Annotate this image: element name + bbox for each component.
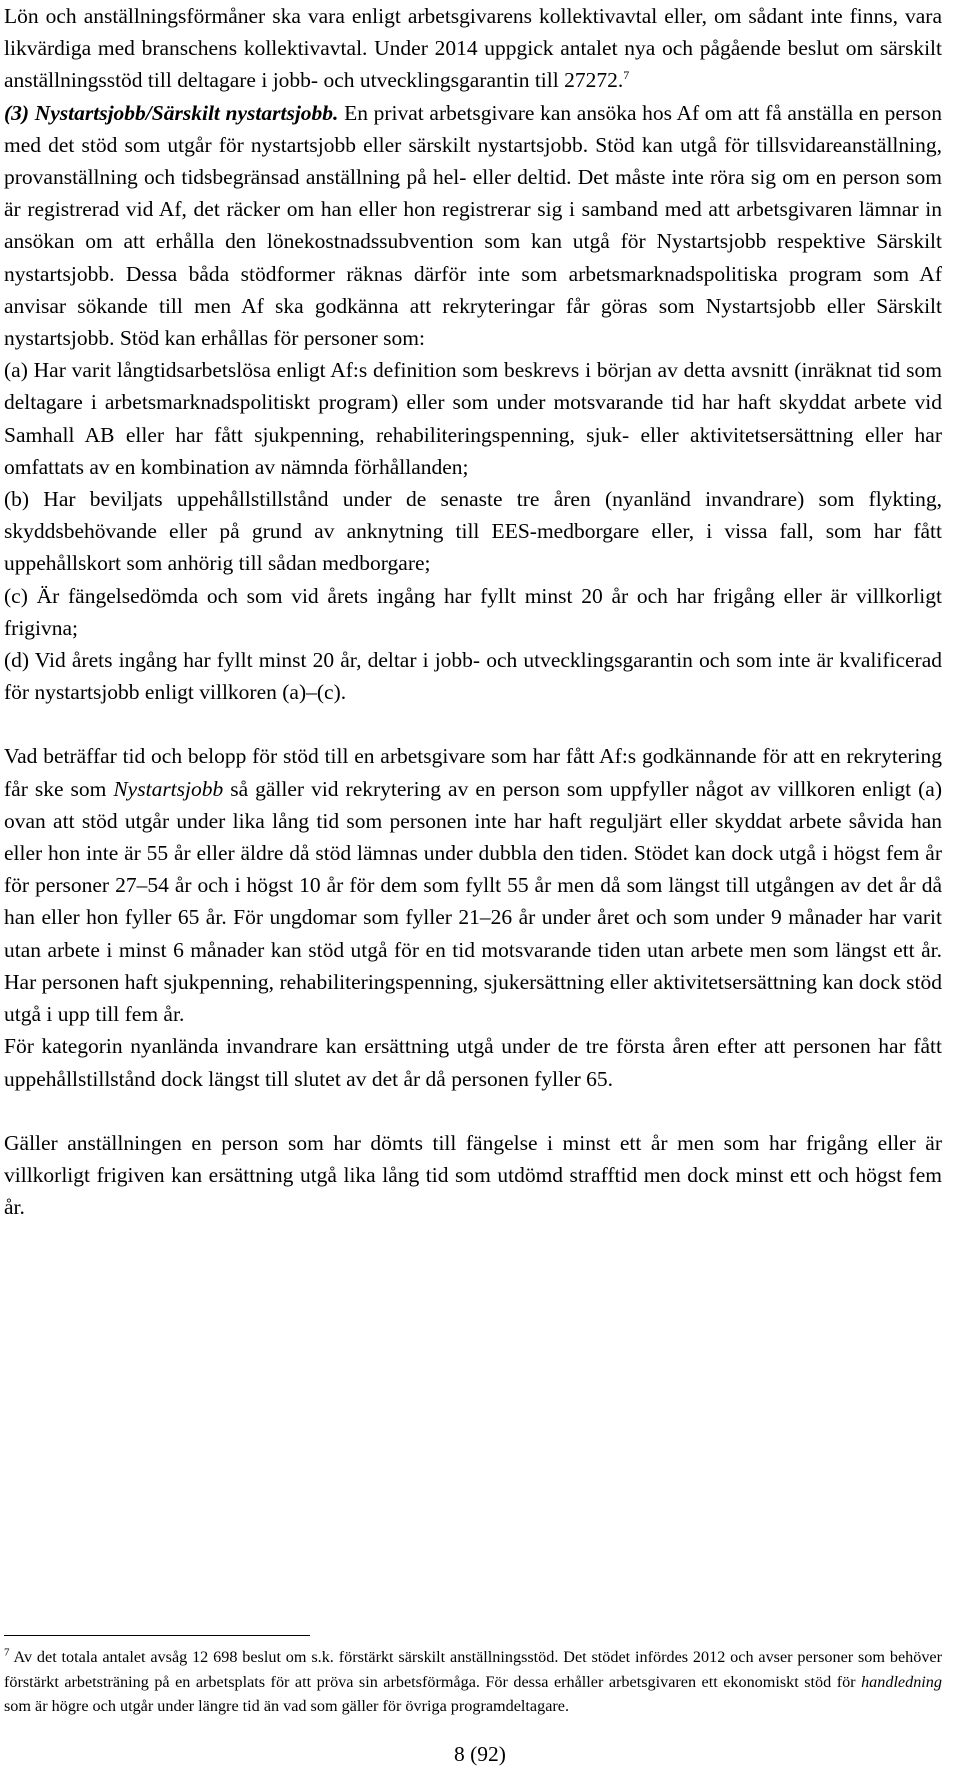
emphasis-nystartsjobb: Nystartsjobb (113, 776, 224, 801)
text-run: (d) Vid årets ingång har fyllt minst 20 år, deltar i jobb- och utvecklingsgarantin och som inte är kvalificerad för nystartsjobb enligt villkoren (a)–(c). (4, 648, 942, 705)
text-run: (b) Har beviljats uppehållstillstånd under de senaste tre åren (nyanländ invandrare) som flykting, skyddsbehövande eller på grund av anknytning till EES-medborgare eller, i vissa fall, som har fått uppehållskort som anhörig till sådan medborgare; (4, 487, 942, 576)
text-run: Vad beträffar tid och belopp för stöd till en arbetsgivare som har fått Af:s godkännande för att en rekrytering får ske som (4, 744, 942, 801)
page-number: 8 (92) (454, 1742, 506, 1766)
text-run: (a) Har varit långtidsarbetslösa enligt Af:s definition som beskrevs i början av detta avsnitt (inräknat tid som deltagare i arbetsmarknadspolitiskt program) eller som under motsvarande tid har haft skyddat arbete vid Samhall AB eller har fått sjukpenning, rehabiliteringspenning, sjuk- eller aktivitetsersättning eller har omfattats av en kombination av nämnda förhållanden; (4, 358, 942, 479)
list-item-d (4, 644, 942, 708)
text-run: (c) Är fängelsedömda och som vid årets ingång har fyllt minst 20 år och har frigång eller är villkorligt frigivna; (4, 583, 942, 640)
paragraph-fangelse (4, 1127, 942, 1224)
list-item-a (4, 354, 942, 483)
paragraph-spacer (4, 1095, 942, 1127)
paragraph-spacer (4, 708, 942, 740)
footnote-marker: 7 (4, 1646, 10, 1659)
footnote-text: Av det totala antalet avsåg 12 698 beslut om s.k. förstärkt särskilt anställningsstöd. Det stödet infördes 2012 och avser personer som behöver förstärkt arbetsträning på en arbetsplats för att pröva sin arbetsförmåga. För dessa erhåller arbetsgivaren ett ekonomiskt stöd för (4, 1648, 942, 1691)
footnote-separator (4, 1635, 310, 1636)
text-run: Lön och anställningsförmåner ska vara enligt arbetsgivarens kollektivavtal eller, om sådant inte finns, vara likvärdiga med branschens kollektivavtal. Under 2014 uppgick antalet nya och pågående beslut om särskilt anställningsstöd till deltagare i jobb- och utvecklingsgarantin till 27272. (4, 4, 942, 93)
paragraph-tid-och-belopp (4, 740, 942, 1030)
paragraph-nystartsjobb (4, 97, 942, 355)
text-run: så gäller vid rekrytering av en person som uppfyller något av villkoren enligt (a) ovan att stöd utgår under lika lång tid som personen inte har haft reguljärt eller skyddat arbete såvida han eller hon inte är 55 år eller äldre då stöd lämnas under dubbla den tiden. Stödet kan dock utgå i högst fem år för personer 27–54 år och i högst 10 år för dem som fyllt 55 år men då som längst till utgången av det år då han eller hon fyller 65 år. För ungdomar som fyller 21–26 år under året och som under 9 månader har varit utan arbete i minst 6 månader kan stöd utgå för en tid motsvarande tiden utan arbete men som längst ett år. Har personen haft sjukpenning, rehabiliteringspenning, sjukersättning eller aktivitetsersättning kan dock stöd utgå i upp till fem år. (4, 776, 942, 1027)
paragraph-nyanlanda (4, 1030, 942, 1094)
list-item-c (4, 580, 942, 644)
text-run: För kategorin nyanlända invandrare kan ersättning utgå under de tre första åren efter att personen har fått uppehållstillstånd dock längst till slutet av det år då personen fyller 65. (4, 1034, 942, 1091)
text-run: En privat arbetsgivare kan ansöka hos Af om att få anställa en person med det stöd som utgår för nystartsjobb eller särskilt nystartsjobb. Stöd kan utgå för tillsvidareanställning, provanställning och tidsbegränsad anställning på hel- eller deltid. Det måste inte röra sig om en person som är registrerad vid Af, det räcker om han eller hon registrerar sig i samband med att arbetsgivaren lämnar in ansökan om att erhålla den lönekostnadssubvention som kan utgå för Nystartsjobb respektive Särskilt nystartsjobb. Dessa båda stödformer räknas därför inte som arbetsmarknadspolitiska program som Af anvisar sökande till men Af ska godkänna att rekryteringar får göras som Nystartsjobb eller Särskilt nystartsjobb. Stöd kan erhållas för personer som: (4, 100, 942, 351)
footnote-emphasis-handledning: handledning (861, 1672, 942, 1691)
list-item-b (4, 483, 942, 580)
text-run: Gäller anställningen en person som har dömts till fängelse i minst ett år men som har frigång eller är villkorligt frigiven kan ersättning utgå lika lång tid som utdömd strafftid men dock minst ett och högst fem år. (4, 1130, 942, 1220)
footnote-reference[interactable]: 7 (623, 68, 630, 83)
section-heading-nystartsjobb: (3) Nystartsjobb/Särskilt nystartsjobb. (4, 100, 339, 125)
footnote-7 (4, 1645, 942, 1719)
paragraph-anstallningsformaner (4, 0, 942, 97)
page-body (4, 0, 942, 1223)
footnote-text: som är högre och utgår under längre tid än vad som gäller för övriga programdeltagare. (4, 1697, 570, 1715)
